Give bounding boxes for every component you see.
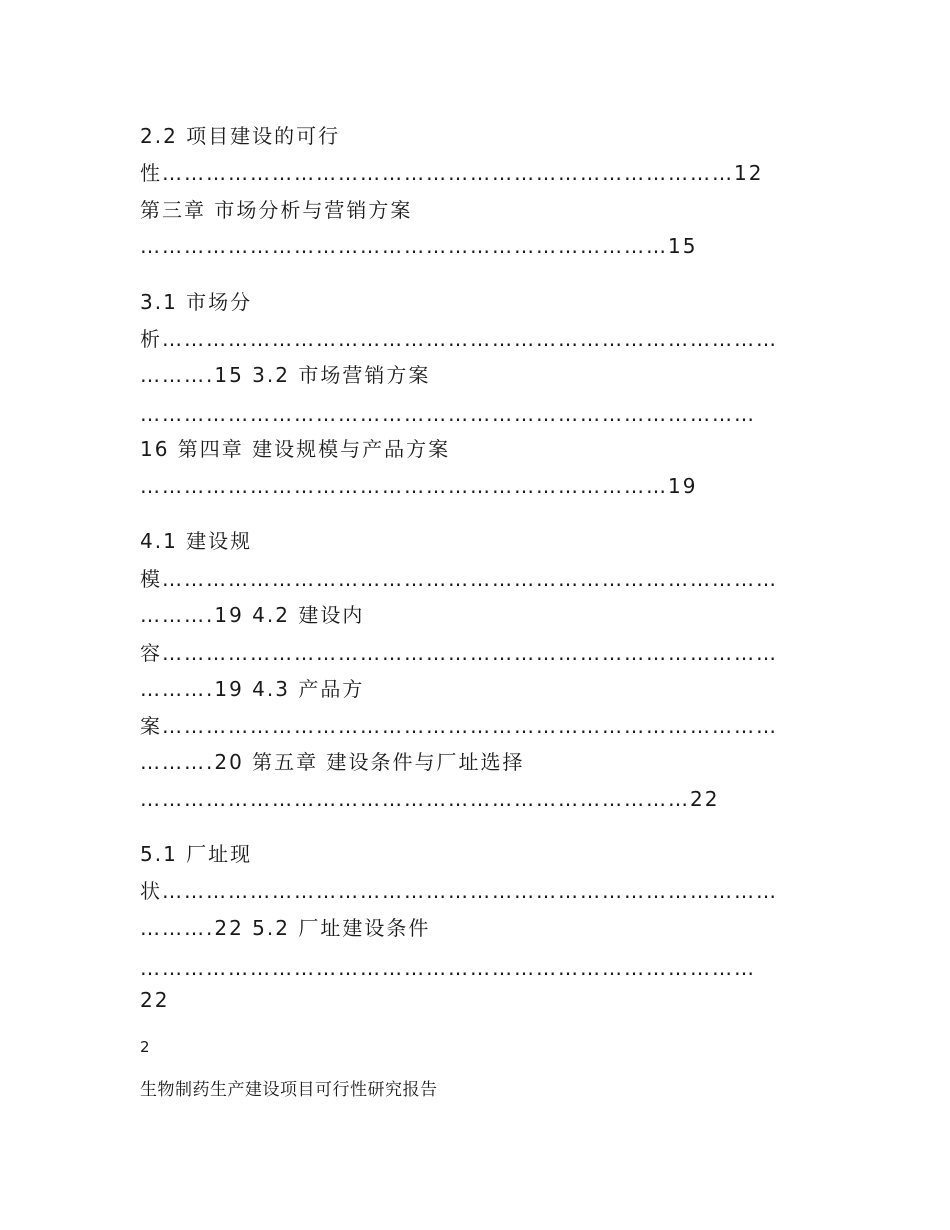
toc-line: ……….19 4.3 产品方: [140, 677, 365, 701]
toc-line: 析…………………………………………………………………………: [140, 327, 778, 351]
toc-line: 4.1 建设规: [140, 529, 253, 553]
toc-line: 3.1 市场分: [140, 290, 253, 314]
toc-line: 5.1 厂址现: [140, 842, 253, 866]
toc-line: 容…………………………………………………………………………: [140, 641, 778, 665]
toc-line: 2.2 项目建设的可行: [140, 124, 341, 148]
toc-line: …………………………………………………………………………: [140, 956, 756, 980]
toc-line: 模…………………………………………………………………………: [140, 567, 778, 591]
toc-line: 案…………………………………………………………………………: [140, 714, 778, 738]
toc-line: ……….20 第五章 建设条件与厂址选择: [140, 750, 525, 774]
toc-line: 16 第四章 建设规模与产品方案: [140, 437, 451, 461]
toc-line: 性……………………………………………………………………12: [140, 161, 764, 185]
toc-line: ………………………………………………………………15: [140, 234, 698, 258]
toc-line: ………………………………………………………………19: [140, 474, 698, 498]
toc-line: ……….15 3.2 市场营销方案: [140, 363, 431, 387]
toc-line: …………………………………………………………………22: [140, 787, 720, 811]
toc-line: …………………………………………………………………………: [140, 402, 756, 426]
toc-line: 状…………………………………………………………………………: [140, 879, 778, 903]
document-footer-title: 生物制药生产建设项目可行性研究报告: [140, 1080, 438, 1100]
toc-line: 22: [140, 988, 170, 1012]
page-number: 2: [140, 1038, 150, 1056]
toc-line: 第三章 市场分析与营销方案: [140, 198, 413, 222]
toc-line: ……….19 4.2 建设内: [140, 603, 365, 627]
toc-line: ……….22 5.2 厂址建设条件: [140, 916, 431, 940]
